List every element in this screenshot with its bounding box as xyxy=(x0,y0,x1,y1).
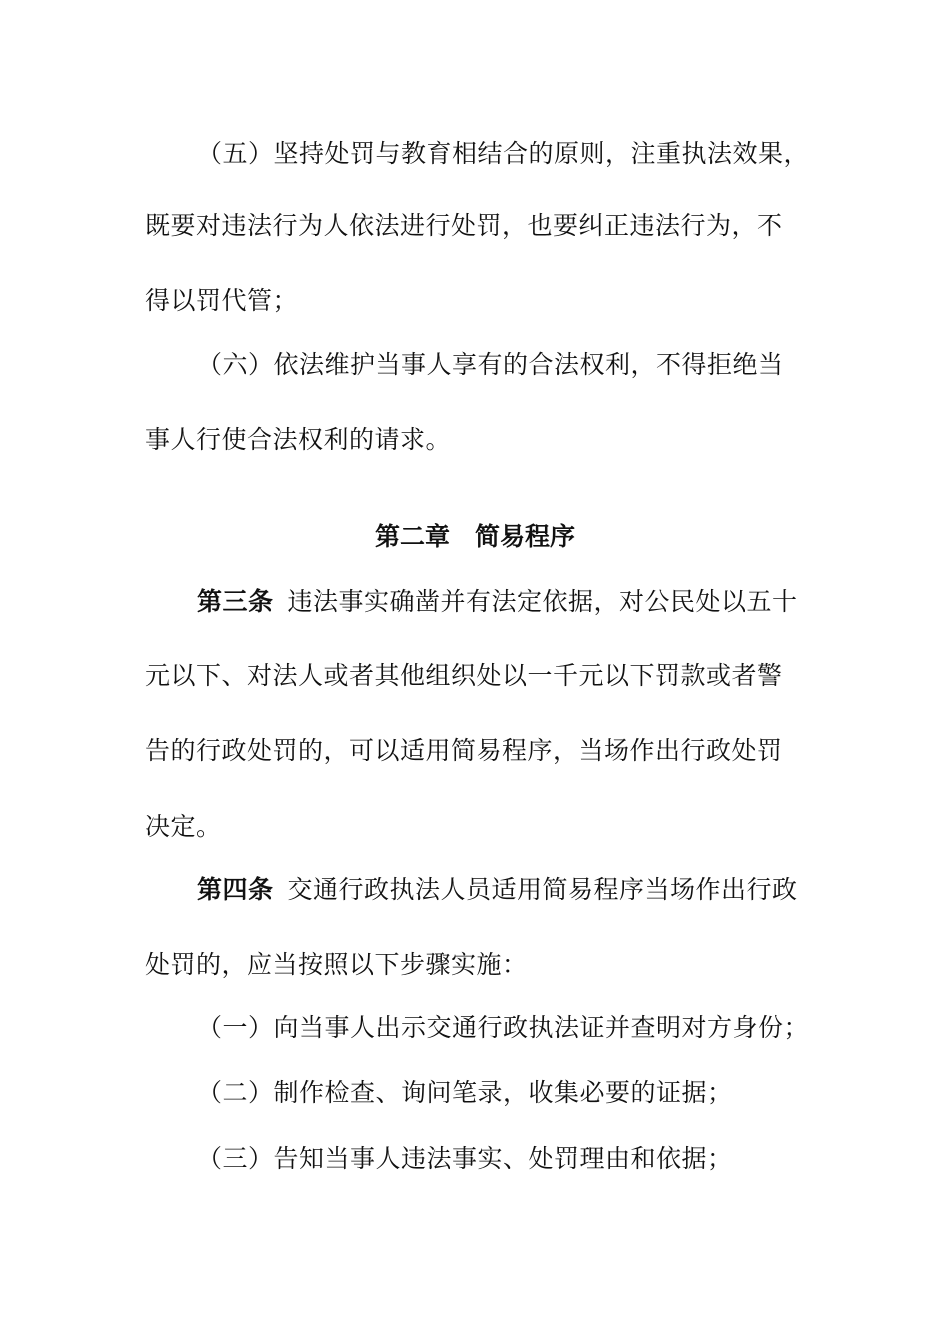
article-label: 第四条 xyxy=(197,875,274,904)
article-first-line xyxy=(197,587,798,617)
article-text: 违法事实确凿并有法定依据，对公民处以五十 xyxy=(287,587,798,616)
paragraph-line: 告的行政处罚的，可以适用简易程序，当场作出行政处罚 xyxy=(145,736,783,765)
paragraph-line: 元以下、对法人或者其他组织处以一千元以下罚款或者警 xyxy=(145,661,783,690)
chapter-heading: 第二章 简易程序 xyxy=(374,522,575,551)
paragraph-line: 事人行使合法权利的请求。 xyxy=(145,425,452,454)
paragraph-line: 决定。 xyxy=(145,812,222,841)
paragraph-line: （五）坚持处罚与教育相结合的原则，注重执法效果， xyxy=(197,139,810,168)
article-label: 第三条 xyxy=(197,587,274,616)
article-first-line xyxy=(197,875,798,905)
list-item: （二）制作检查、询问笔录，收集必要的证据； xyxy=(197,1078,733,1107)
paragraph-line: 得以罚代管； xyxy=(145,286,299,315)
paragraph-line: 既要对违法行为人依法进行处罚，也要纠正违法行为，不 xyxy=(145,211,783,240)
paragraph-line: 处罚的，应当按照以下步骤实施： xyxy=(145,950,528,979)
list-item: （三）告知当事人违法事实、处罚理由和依据； xyxy=(197,1144,733,1173)
article-text: 交通行政执法人员适用简易程序当场作出行政 xyxy=(287,875,798,904)
list-item: （一）向当事人出示交通行政执法证并查明对方身份； xyxy=(197,1013,810,1042)
paragraph-line: （六）依法维护当事人享有的合法权利，不得拒绝当 xyxy=(197,350,784,379)
